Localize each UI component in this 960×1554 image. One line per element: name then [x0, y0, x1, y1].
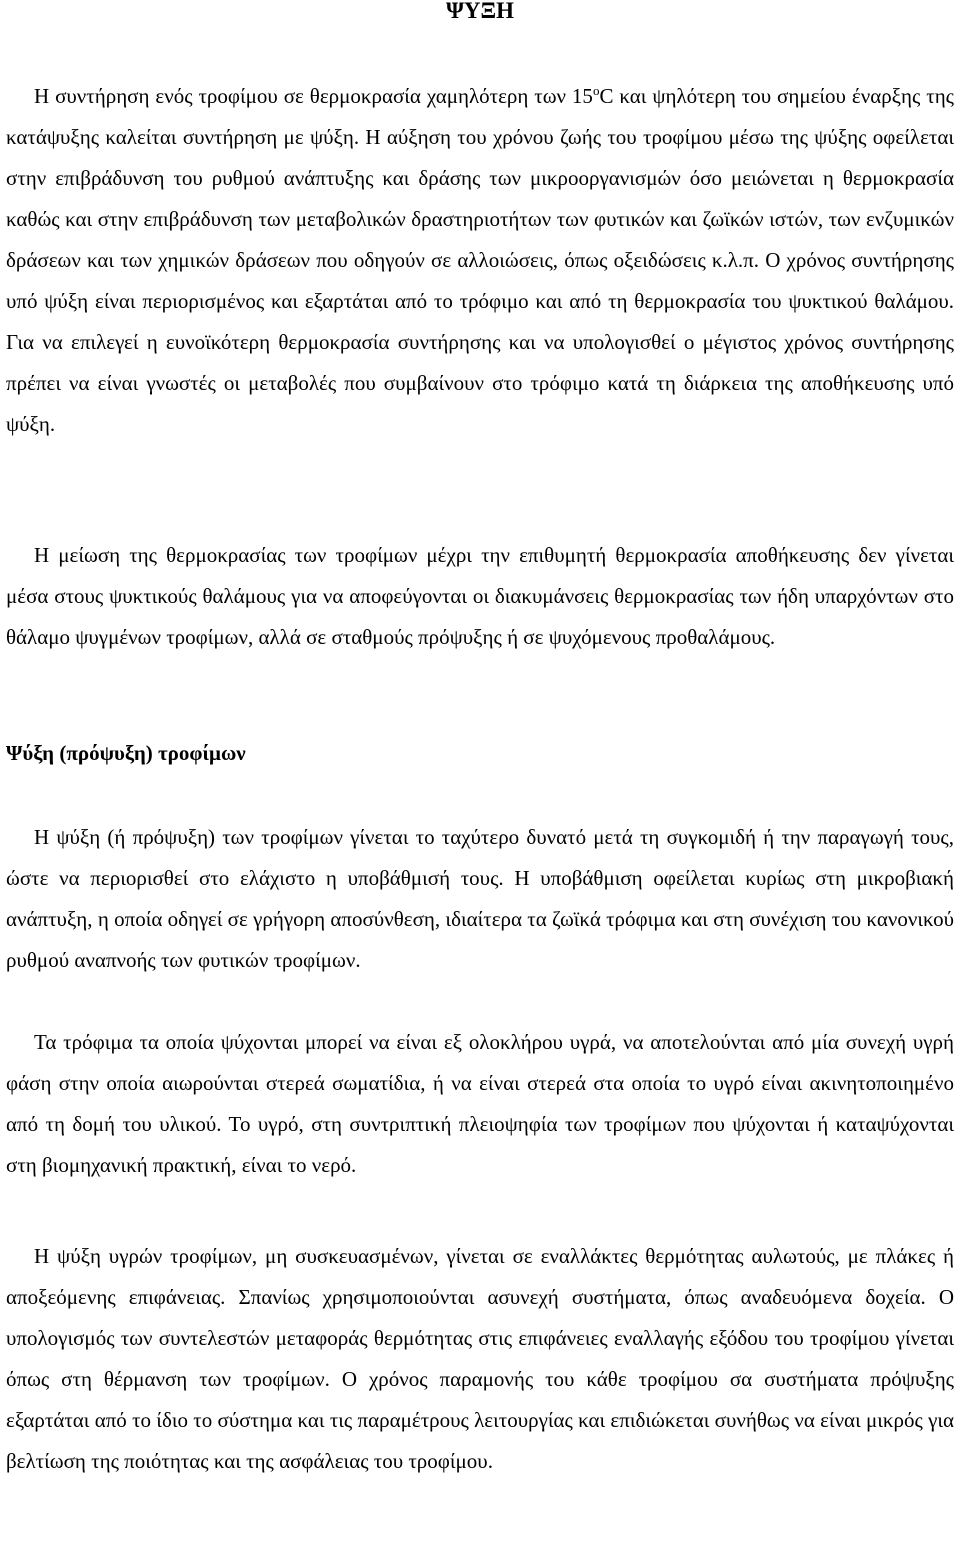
paragraph-precooling-stations: Η μείωση της θερμοκρασίας των τροφίμων μέχρι την επιθυμητή θερμοκρασία αποθήκευσης δεν γίνεται μέσα στους ψυκτικούς θαλάμους για να αποφεύγονται οι διακυμάνσεις θερμοκρασίας των ήδη υπαρχόντων στο θάλαμο ψυγμένων τροφίμων, αλλά σε σταθμούς πρόψυξης ή σε ψυχόμενους προθαλάμους.	[6, 543, 954, 649]
degree-superscript: ο	[592, 83, 600, 98]
intro-text-start: Η συντήρηση ενός τροφίμου σε θερμοκρασία χαμηλότερη των 15	[34, 84, 593, 108]
paragraph-food-states: Τα τρόφιμα τα οποία ψύχονται μπορεί να είναι εξ ολοκλήρου υγρά, να αποτελούνται από μία συνεχή υγρή φάση στην οποία αιωρούνται στερεά σωματίδια, ή να είναι στερεά στα οποία το υγρό είναι ακινητοποιημένο από τη δομή του υλικού. Το υγρό, στη συντριπτική πλειοψηφία των τροφίμων που ψύχονται ή καταψύχονται στη βιομηχανική πρακτική, είναι το νερό.	[6, 1030, 954, 1177]
paragraph-liquid-cooling: Η ψύξη υγρών τροφίμων, μη συσκευασμένων, γίνεται σε εναλλάκτες θερμότητας αυλωτούς, με πλάκες ή αποξεόμενης επιφάνειας. Σπανίως χρησιμοποιούνται ασυνεχή συστήματα, όπως αναδευόμενα δοχεία. Ο υπολογισμός των συντελεστών μεταφοράς θερμότητας στις επιφάνειες εναλλαγής εξόδου του τροφίμου γίνεται όπως στη θέρμανση των τροφίμων. Ο χρόνος παραμονής του κάθε τροφίμου σα συστήματα πρόψυξης εξαρτάται από το ίδιο το σύστημα και τις παραμέτρους λειτουργίας και επιδιώκεται συνήθως να είναι μικρός για βελτίωση της ποιότητας και της ασφάλειας του τροφίμου.	[6, 1244, 954, 1473]
paragraph-cooling-timing: Η ψύξη (ή πρόψυξη) των τροφίμων γίνεται το ταχύτερο δυνατό μετά τη συγκομιδή ή την παραγωγή τους, ώστε να περιορισθεί στο ελάχιστο η υποβάθμισή τους. Η υποβάθμιση οφείλεται κυρίως στη μικροβιακή ανάπτυξη, η οποία οδηγεί σε γρήγορη αποσύνθεση, ιδιαίτερα τα ζωϊκά τρόφιμα και στη συνέχιση του κανονικού ρυθμού αναπνοής των φυτικών τροφίμων.	[6, 825, 954, 972]
page-title: ΨΥΞΗ	[445, 0, 514, 23]
section-heading: Ψύξη (πρόψυξη) τροφίμων	[6, 741, 246, 765]
intro-paragraph	[6, 76, 954, 445]
intro-text-rest: C και ψηλότερη του σημείου έναρξης της κατάψυξης καλείται συντήρηση με ψύξη. Η αύξηση του χρόνου ζωής του τροφίμου μέσω της ψύξης οφείλεται στην επιβράδυνση του ρυθμού ανάπτυξης και δράσης των μικροοργανισμών όσο μειώνεται η θερμοκρασία καθώς και στην επιβράδυνση των μεταβολικών δραστηριοτήτων των φυτικών και ζωϊκών ιστών, των ενζυμικών δράσεων και των χημικών δράσεων που οδηγούν σε αλλοιώσεις, όπως οξειδώσεις κ.λ.π. Ο χρόνος συντήρησης υπό ψύξη είναι περιορισμένος και εξαρτάται από το τρόφιμο και από τη θερμοκρασία του ψυκτικού θαλάμου. Για να επιλεγεί η ευνοϊκότερη θερμοκρασία συντήρησης και να υπολογισθεί ο μέγιστος χρόνος συντήρησης πρέπει να είναι γνωστές οι μεταβολές που συμβαίνουν στο τρόφιμο κατά τη διάρκεια της αποθήκευσης υπό ψύξη.	[6, 84, 954, 436]
